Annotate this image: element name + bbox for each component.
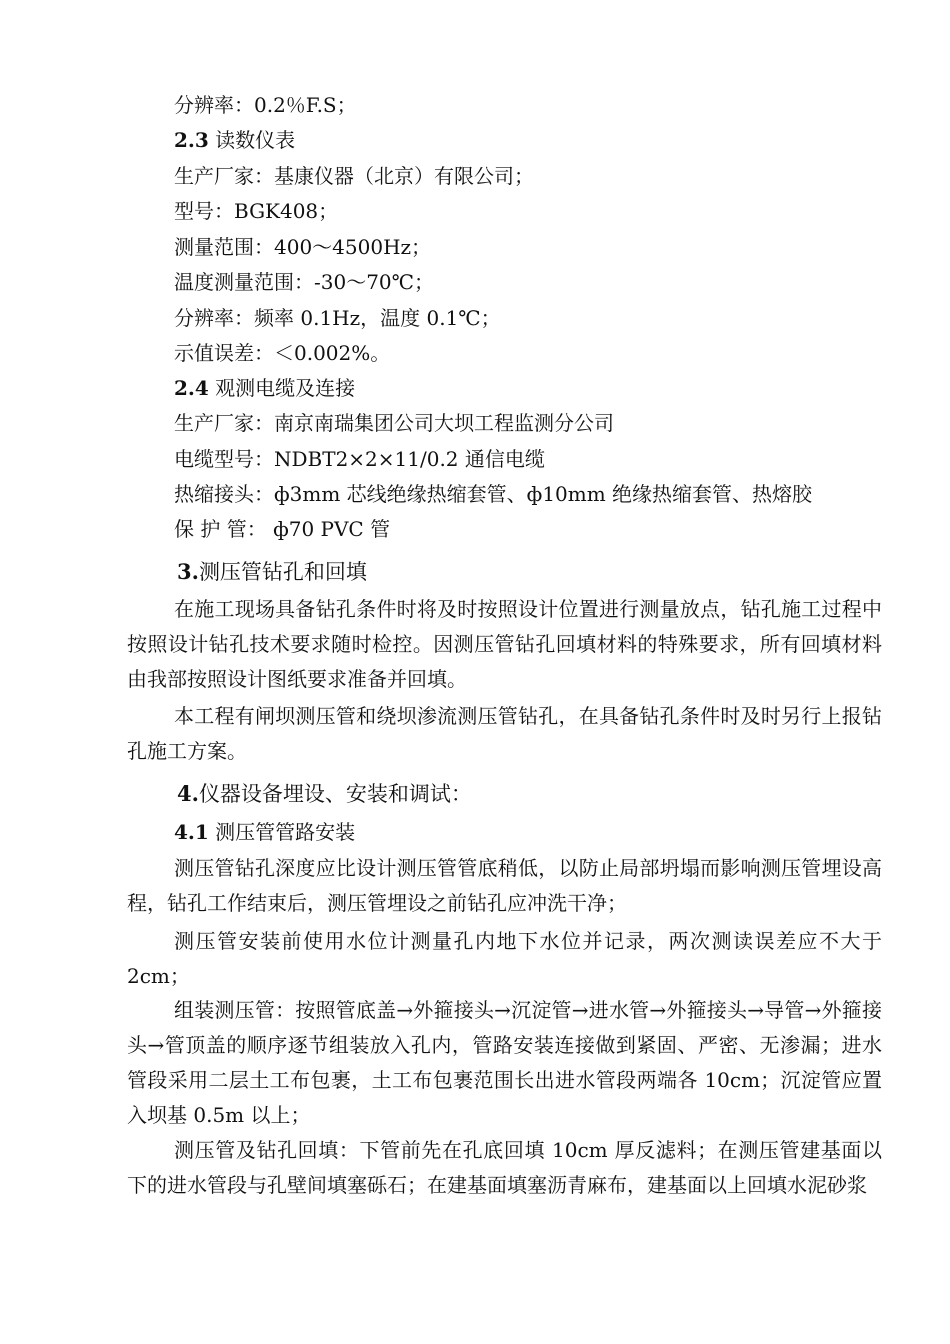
section-title: 测压管管路安装 bbox=[215, 820, 356, 844]
paragraph-assembly: 组装测压管：按照管底盖→外箍接头→沉淀管→进水管→外箍接头→导管→外箍接头→管顶盖的顺序逐节组装放入孔内，管路安装连接做到紧固、严密、无渗漏；进水管段采用二层土工布包裹，土工布包裹范围长出进水管段两端各 10cm；沉淀管应置入坝基 0.5m 以上； bbox=[127, 998, 882, 1127]
range-line: 测量范围：400～4500Hz； bbox=[174, 235, 432, 259]
paragraph-backfill: 测压管及钻孔回填：下管前先在孔底回填 10cm 厚反滤料；在测压管建基面以下的进水管段与孔壁间填塞砾石；在建基面填塞沥青麻布，建基面以上回填水泥砂浆 bbox=[127, 1138, 882, 1197]
paragraph-drilling-plan: 本工程有闸坝测压管和绕坝渗流测压管钻孔，在具备钻孔条件时及时另行上报钻孔施工方案。 bbox=[127, 704, 882, 763]
section-title: 观测电缆及连接 bbox=[215, 376, 356, 400]
protective-pipe-line: 保 护 管： ф70 PVC 管 bbox=[174, 517, 391, 541]
heat-shrink-line: 热缩接头：ф3mm 芯线绝缘热缩套管、ф10mm 绝缘热缩套管、热熔胶 bbox=[174, 482, 813, 506]
section-2-3-heading bbox=[174, 126, 295, 154]
model-line: 型号：BGK408； bbox=[174, 199, 339, 223]
section-2-4-heading bbox=[174, 374, 355, 402]
section-number: 3. bbox=[177, 559, 199, 584]
paragraph-water-level: 测压管安装前使用水位计测量孔内地下水位并记录，两次测读误差应不大于 2cm； bbox=[127, 929, 882, 988]
section-number: 2.4 bbox=[174, 376, 209, 400]
resolution-freq-line: 分辨率：频率 0.1Hz，温度 0.1℃； bbox=[174, 306, 501, 330]
section-number: 4. bbox=[177, 781, 199, 806]
temp-range-line: 温度测量范围：-30～70℃； bbox=[174, 270, 435, 294]
resolution-line: 分辨率：0.2％F.S； bbox=[174, 93, 357, 117]
section-title: 读数仪表 bbox=[215, 128, 296, 152]
section-title: 测压管钻孔和回填 bbox=[198, 560, 367, 584]
section-3-heading bbox=[177, 558, 367, 586]
cable-manufacturer-line: 生产厂家：南京南瑞集团公司大坝工程监测分公司 bbox=[174, 411, 614, 435]
section-title: 仪器设备埋设、安装和调试： bbox=[198, 782, 472, 806]
paragraph-depth: 测压管钻孔深度应比设计测压管管底稍低，以防止局部坍塌而影响测压管埋设高程，钻孔工作结束后，测压管埋设之前钻孔应冲洗干净； bbox=[127, 856, 882, 915]
paragraph-drilling: 在施工现场具备钻孔条件时将及时按照设计位置进行测量放点，钻孔施工过程中按照设计钻孔技术要求随时检控。因测压管钻孔回填材料的特殊要求，所有回填材料由我部按照设计图纸要求准备并回填。 bbox=[127, 597, 882, 691]
section-4-1-heading bbox=[174, 818, 355, 846]
error-line: 示值误差：＜0.002%。 bbox=[174, 341, 391, 365]
section-4-heading bbox=[177, 780, 472, 808]
manufacturer-line: 生产厂家：基康仪器（北京）有限公司； bbox=[174, 164, 534, 188]
section-number: 2.3 bbox=[174, 128, 209, 152]
cable-model-line: 电缆型号：NDBT2×2×11/0.2 通信电缆 bbox=[174, 447, 545, 471]
section-number: 4.1 bbox=[174, 820, 209, 844]
